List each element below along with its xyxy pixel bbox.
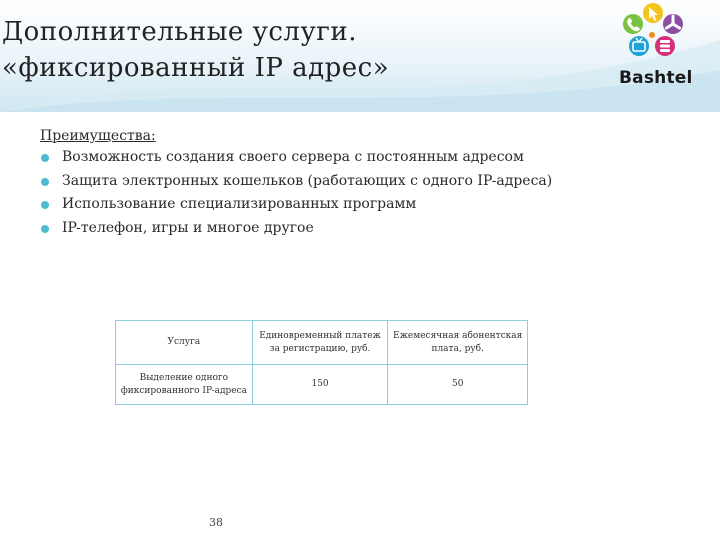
brand-name: Bashtel (619, 68, 693, 88)
bullet-icon (41, 154, 49, 162)
table-header-row (116, 321, 528, 365)
slide-title-line1: Дополнительные услуги. (2, 17, 357, 47)
tariff-table (115, 320, 528, 405)
advantages-heading: Преимущества: (40, 128, 156, 144)
bullet-icon (41, 178, 49, 186)
list-item (40, 146, 680, 170)
header-service: Услуга (116, 321, 253, 365)
slide-title (2, 14, 389, 86)
bullet-icon (41, 201, 49, 209)
cursor-icon (643, 3, 663, 23)
phone-icon (623, 14, 643, 34)
page-number: 38 (209, 516, 223, 529)
tv-icon (629, 36, 649, 56)
list-item-text: Возможность создания своего сервера с постоянным адресом (62, 149, 524, 165)
list-item-text: Защита электронных кошельков (работающих с одного IP-адреса) (62, 172, 553, 189)
coins-icon (655, 36, 675, 56)
list-item (40, 193, 680, 217)
table-row (116, 365, 528, 405)
list-item-text: Использование специализированных программ (62, 196, 417, 212)
cell-one-time-fee: 150 (252, 365, 388, 405)
cell-monthly-fee: 50 (388, 365, 528, 405)
fan-icon (663, 14, 683, 34)
list-item (40, 170, 680, 194)
header-monthly-fee: Ежемесячная абонентская плата, руб. (388, 321, 528, 365)
cell-service: Выделение одного фиксированного IP-адреса (116, 365, 253, 405)
header-one-time-fee: Единовременный платеж за регистрацию, руб. (252, 321, 388, 365)
advantages-section (40, 126, 680, 240)
list-item (40, 217, 680, 241)
list-item-text: IP-телефон, игры и многое другое (62, 219, 314, 236)
advantages-list (40, 146, 680, 240)
bullet-icon (41, 225, 49, 233)
slide-title-line2: «фиксированный IP адрес» (2, 53, 390, 83)
